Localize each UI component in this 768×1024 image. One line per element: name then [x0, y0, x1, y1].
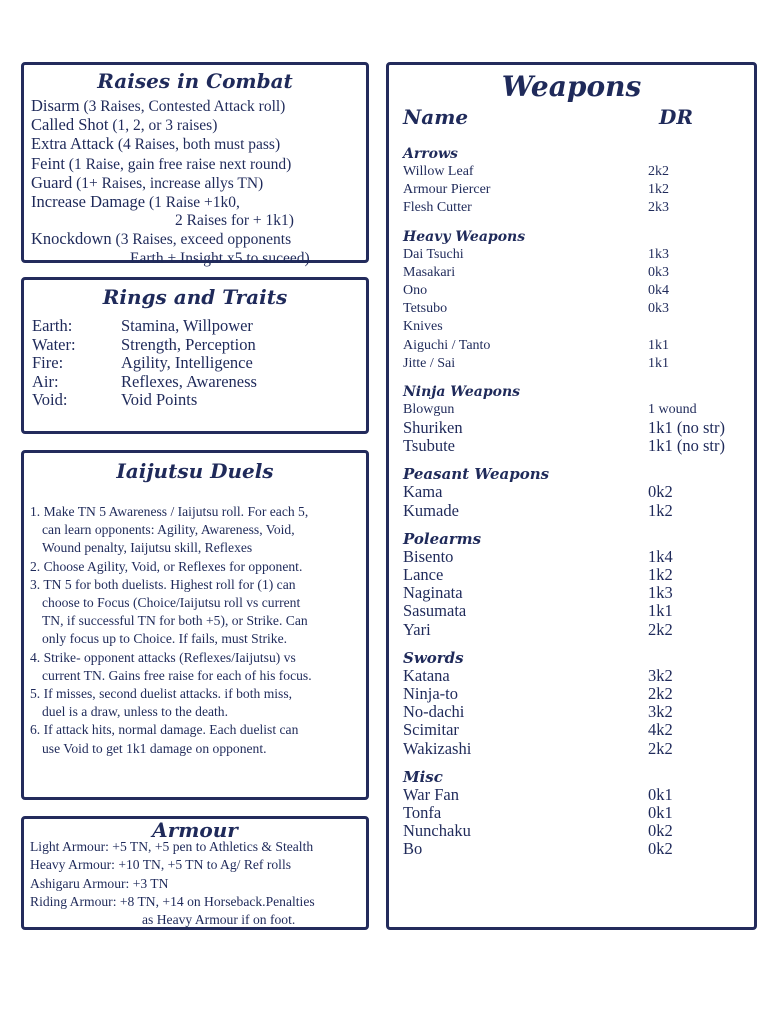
weapon-row — [403, 721, 753, 739]
weapon-row — [403, 318, 753, 336]
weapon-name: Shuriken — [403, 418, 463, 438]
iaijutsu-steps — [30, 503, 312, 758]
weapon-row — [403, 602, 753, 620]
weapon-category — [403, 465, 753, 519]
weapon-row — [403, 246, 753, 264]
ring-name: Air: — [32, 371, 59, 391]
weapon-dr: 0k3 — [648, 301, 669, 317]
weapon-name: Naginata — [403, 583, 463, 603]
raises-in-combat-panel — [21, 62, 369, 267]
weapon-dr: 2k2 — [648, 164, 669, 179]
weapon-category — [403, 649, 753, 758]
weapon-row — [403, 840, 753, 858]
rings-and-traits-panel — [21, 277, 369, 434]
ring-traits: Strength, Perception — [121, 334, 256, 354]
weapon-dr: 1k2 — [648, 565, 673, 584]
weapon-dr: 2k2 — [648, 683, 673, 703]
weapon-name: Flesh Cutter — [403, 200, 472, 216]
weapon-category — [403, 530, 753, 639]
weapon-dr: 1k1 — [648, 337, 669, 353]
raise-line-continuation: Earth + Insight x5 to suceed) — [130, 249, 310, 267]
iaijutsu-step: 6. If attack hits, normal damage. Each duelist can use Void to get 1k1 damage on opponent. — [30, 722, 299, 756]
weapon-row — [403, 199, 753, 217]
weapon-name: Kumade — [403, 500, 459, 520]
weapon-dr: 0k4 — [648, 282, 669, 298]
iaijutsu-step: 2. Choose Agility, Void, or Reflexes for opponent. — [30, 558, 303, 574]
weapon-row — [403, 703, 753, 721]
weapon-dr: 3k2 — [648, 665, 673, 685]
weapon-row — [403, 502, 753, 520]
armour-list — [30, 838, 315, 929]
weapon-name: Ninja-to — [403, 683, 458, 703]
weapon-category — [403, 145, 753, 218]
armour-panel — [21, 816, 369, 930]
weapon-dr: 1k1 — [648, 355, 669, 371]
weapon-row — [403, 437, 753, 455]
weapons-title: Weapons — [501, 70, 642, 103]
weapon-row — [403, 300, 753, 318]
weapon-name: Willow Leaf — [403, 164, 474, 179]
weapon-name: War Fan — [403, 784, 459, 804]
weapon-name: Ono — [403, 282, 428, 298]
ring-name: Void: — [32, 390, 68, 409]
weapon-dr: 3k2 — [648, 702, 673, 722]
ring-row — [32, 391, 257, 410]
weapon-dr: 2k2 — [648, 619, 673, 639]
weapon-row — [403, 181, 753, 199]
ring-traits: Reflexes, Awareness — [121, 371, 257, 391]
rings-title: Rings and Traits — [102, 285, 288, 309]
armour-title: Armour — [152, 818, 238, 842]
weapon-name: Kama — [403, 482, 443, 502]
raise-line: Called Shot (1, 2, or 3 raises) — [31, 115, 218, 135]
weapon-category — [403, 383, 753, 456]
iaijutsu-title: Iaijutsu Duels — [116, 459, 274, 483]
weapon-dr: 4k2 — [648, 720, 673, 740]
weapon-category-title: Swords — [403, 648, 464, 667]
raise-line: Increase Damage (1 Raise +1k0, — [31, 192, 240, 212]
raise-line: Feint (1 Raise, gain free raise next round) — [31, 153, 292, 173]
weapon-row — [403, 401, 753, 419]
rings-table — [32, 317, 257, 410]
weapon-row — [403, 804, 753, 822]
raise-line-continuation: 2 Raises for + 1k1) — [175, 212, 294, 230]
weapon-row — [403, 685, 753, 703]
weapon-row — [403, 163, 753, 181]
weapon-dr: 0k2 — [648, 839, 673, 859]
weapon-name: Sasumata — [403, 601, 467, 621]
weapons-header — [403, 105, 743, 131]
ring-row — [32, 317, 257, 336]
weapon-dr: 0k1 — [648, 784, 673, 804]
ring-row — [32, 336, 257, 355]
weapon-dr: 1k2 — [648, 500, 673, 520]
iaijutsu-duels-panel — [21, 450, 369, 800]
weapon-row — [403, 667, 753, 685]
weapon-name: Dai Tsuchi — [403, 246, 464, 262]
weapon-dr: 0k2 — [648, 482, 673, 502]
weapons-list — [403, 145, 753, 868]
weapon-category-title: Peasant Weapons — [403, 465, 550, 484]
weapon-dr: 1k3 — [648, 246, 669, 262]
weapon-name: Wakizashi — [403, 738, 472, 758]
weapon-dr: 1k2 — [648, 182, 669, 198]
raise-line: Disarm (3 Raises, Contested Attack roll) — [31, 96, 286, 115]
iaijutsu-step: 1. Make TN 5 Awareness / Iaijutsu roll. For each 5, can learn opponents: Agility, Awareness, Void, Wound penalty, Iaijutsu skill, Reflexes — [30, 504, 309, 556]
weapon-row — [403, 566, 753, 584]
weapon-row — [403, 337, 753, 355]
weapon-dr: 0k3 — [648, 264, 669, 280]
weapon-dr: 1 wound — [648, 401, 697, 417]
weapon-dr: 2k3 — [648, 200, 669, 216]
ring-row — [32, 354, 257, 373]
weapon-name: No-dachi — [403, 702, 465, 722]
weapon-name: Knives — [403, 319, 443, 335]
armour-line: Riding Armour: +8 TN, +14 on Horseback.Penalties — [30, 893, 315, 909]
weapon-category-title: Polearms — [403, 529, 482, 548]
weapon-row — [403, 548, 753, 566]
weapon-category — [403, 228, 753, 373]
iaijutsu-step: 5. If misses, second duelist attacks. if both miss, duel is a draw, unless to the death. — [30, 686, 293, 720]
weapon-name: Katana — [403, 665, 450, 685]
weapon-category-title: Heavy Weapons — [403, 228, 526, 245]
armour-line-continuation: as Heavy Armour if on foot. — [142, 912, 296, 928]
weapon-dr: 1k1 (no str) — [648, 418, 725, 438]
column-header-name: Name — [403, 105, 469, 129]
weapon-dr: 0k2 — [648, 821, 673, 841]
weapon-row — [403, 584, 753, 602]
weapon-category-title: Arrows — [403, 146, 458, 162]
armour-line: Ashigaru Armour: +3 TN — [30, 875, 169, 891]
weapon-name: Armour Piercer — [403, 182, 491, 198]
weapon-row — [403, 822, 753, 840]
raise-line: Knockdown (3 Raises, exceed opponents — [31, 229, 292, 249]
weapon-name: Bisento — [403, 546, 454, 566]
weapon-name: Tetsubo — [403, 301, 448, 317]
weapon-category-title: Ninja Weapons — [403, 383, 521, 400]
weapon-row — [403, 264, 753, 282]
weapon-name: Lance — [403, 565, 444, 584]
weapons-panel — [386, 62, 757, 930]
weapon-name: Masakari — [403, 264, 456, 280]
weapon-name: Tsubute — [403, 436, 456, 456]
iaijutsu-step: 4. Strike- opponent attacks (Reflexes/Iaijutsu) vs current TN. Gains free raise for each of his focus. — [30, 649, 312, 683]
weapon-name: Jitte / Sai — [403, 355, 456, 371]
weapon-category — [403, 768, 753, 859]
weapon-dr: 2k2 — [648, 738, 673, 758]
weapon-name: Tonfa — [403, 802, 442, 822]
weapon-row — [403, 483, 753, 501]
armour-line: Heavy Armour: +10 TN, +5 TN to Ag/ Ref rolls — [30, 857, 292, 873]
weapon-dr: 1k3 — [648, 583, 673, 603]
weapon-name: Bo — [403, 839, 423, 859]
raise-line: Extra Attack (4 Raises, both must pass) — [31, 134, 281, 154]
weapon-row — [403, 786, 753, 804]
ring-traits: Stamina, Willpower — [121, 316, 253, 335]
weapon-row — [403, 621, 753, 639]
column-header-dr: DR — [659, 105, 693, 129]
weapon-row — [403, 355, 753, 373]
weapon-dr: 1k1 — [648, 601, 673, 621]
weapon-dr: 1k4 — [648, 546, 673, 566]
weapon-row — [403, 282, 753, 300]
weapon-row — [403, 419, 753, 437]
raise-line: Guard (1+ Raises, increase allys TN) — [31, 172, 264, 192]
weapon-row — [403, 740, 753, 758]
weapon-name: Aiguchi / Tanto — [403, 337, 491, 353]
ring-name: Fire: — [32, 353, 64, 372]
ring-traits: Void Points — [121, 390, 198, 409]
ring-name: Earth: — [32, 316, 73, 335]
ring-row — [32, 373, 257, 392]
raises-list — [31, 97, 310, 268]
weapon-name: Scimitar — [403, 720, 459, 740]
ring-traits: Agility, Intelligence — [121, 353, 253, 372]
weapon-name: Yari — [403, 619, 431, 639]
weapon-dr: 0k1 — [648, 802, 673, 822]
iaijutsu-step: 3. TN 5 for both duelists. Highest roll for (1) can choose to Focus (Choice/Iaijutsu roll vs current TN, if successful TN for both +5), or Strike. Can only focus up to Choice. If fails, must Strike. — [30, 576, 308, 647]
weapon-name: Blowgun — [403, 401, 455, 417]
armour-line: Light Armour: +5 TN, +5 pen to Athletics & Stealth — [30, 839, 314, 854]
ring-name: Water: — [32, 334, 76, 354]
weapon-dr: 1k1 (no str) — [648, 436, 725, 456]
weapon-category-title: Misc — [403, 767, 443, 786]
weapon-name: Nunchaku — [403, 821, 471, 841]
raises-title: Raises in Combat — [97, 69, 293, 93]
